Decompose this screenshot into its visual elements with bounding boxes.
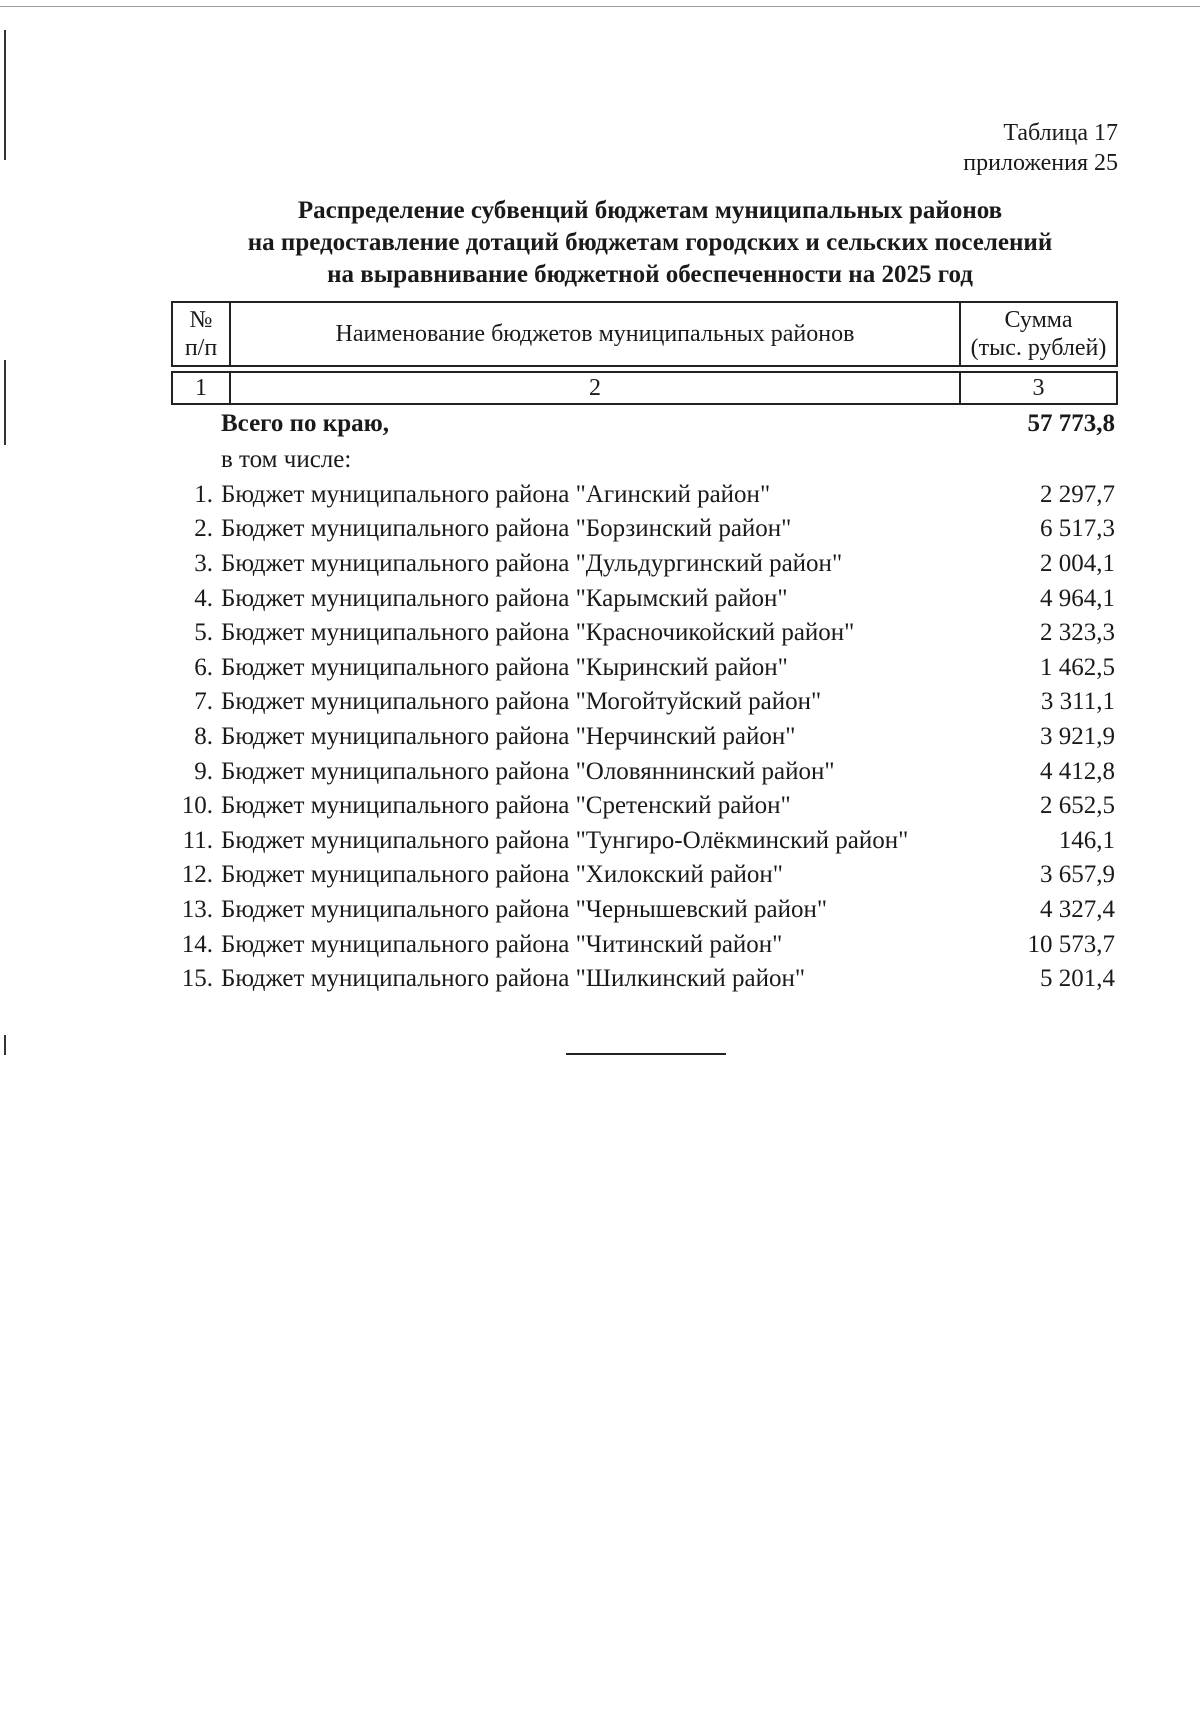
row-name: Бюджет муниципального района "Чернышевский район" xyxy=(221,896,828,924)
row-sum: 4 327,4 xyxy=(1040,896,1115,924)
scan-edge-mark xyxy=(4,1035,6,1055)
reference-appendix: приложения 25 xyxy=(963,150,1118,176)
table-row xyxy=(171,478,1118,513)
header-num xyxy=(172,302,230,366)
table-row xyxy=(171,858,1118,893)
table-row xyxy=(171,789,1118,824)
table-row xyxy=(171,893,1118,928)
table-row xyxy=(171,651,1118,686)
table-row xyxy=(171,927,1118,962)
row-name: Бюджет муниципального района "Борзинский район" xyxy=(221,515,792,543)
row-name: Бюджет муниципального района "Могойтуйский район" xyxy=(221,688,822,716)
row-name: Бюджет муниципального района "Сретенский район" xyxy=(221,792,791,820)
table-row xyxy=(171,962,1118,997)
row-number: 10. xyxy=(181,792,213,820)
row-number: 1. xyxy=(194,480,213,508)
row-name: Бюджет муниципального района "Дульдургинский район" xyxy=(221,550,843,578)
scan-edge-mark xyxy=(4,360,6,445)
column-number-3: 3 xyxy=(960,372,1117,404)
total-value: 57 773,8 xyxy=(1027,410,1115,437)
row-name: Бюджет муниципального района "Агинский район" xyxy=(221,480,771,508)
table-row xyxy=(171,754,1118,789)
scan-edge-top xyxy=(0,6,1200,7)
header-num-line2: п/п xyxy=(184,335,218,361)
row-number: 15. xyxy=(181,965,213,993)
row-sum: 4 412,8 xyxy=(1040,757,1115,785)
row-number: 6. xyxy=(194,653,213,681)
row-sum: 2 652,5 xyxy=(1040,792,1115,820)
row-sum: 2 004,1 xyxy=(1040,550,1115,578)
title-line-1: Распределение субвенций бюджетам муниципальных районов xyxy=(297,197,1003,224)
header-sum-line2: (тыс. рублей) xyxy=(970,335,1107,361)
row-sum: 4 964,1 xyxy=(1040,584,1115,612)
header-sum xyxy=(960,302,1117,366)
title-line-3: на выравнивание бюджетной обеспеченности на 2025 год xyxy=(327,261,973,288)
row-sum: 5 201,4 xyxy=(1040,965,1115,993)
row-sum: 3 921,9 xyxy=(1040,723,1115,751)
row-name: Бюджет муниципального района "Оловяннинский район" xyxy=(221,757,835,785)
row-number: 2. xyxy=(194,515,213,543)
scan-edge-mark xyxy=(4,30,6,160)
row-name: Бюджет муниципального района "Красночикойский район" xyxy=(221,619,855,647)
row-name: Бюджет муниципального района "Кыринский район" xyxy=(221,653,788,681)
row-number: 13. xyxy=(181,896,213,924)
reference-table-number: Таблица 17 xyxy=(1003,120,1118,146)
row-number: 9. xyxy=(194,757,213,785)
row-name: Бюджет муниципального района "Нерчинский район" xyxy=(221,723,796,751)
row-number: 11. xyxy=(182,826,213,854)
column-number-2: 2 xyxy=(230,372,960,404)
row-sum: 6 517,3 xyxy=(1040,515,1115,543)
table-row xyxy=(171,685,1118,720)
row-sum: 2 297,7 xyxy=(1040,480,1115,508)
end-of-table-line xyxy=(566,1053,726,1055)
total-label: Всего по краю, xyxy=(221,410,389,437)
table-row xyxy=(171,720,1118,755)
row-name: Бюджет муниципального района "Хилокский район" xyxy=(221,861,784,889)
table-row xyxy=(171,581,1118,616)
including-label: в том числе: xyxy=(221,446,352,474)
including-row xyxy=(171,443,1118,478)
total-row xyxy=(171,405,1118,443)
document-title xyxy=(150,195,1150,291)
header-sum-line1: Сумма xyxy=(1004,307,1073,333)
row-sum: 2 323,3 xyxy=(1040,619,1115,647)
row-name: Бюджет муниципального района "Шилкинский район" xyxy=(221,965,806,993)
row-sum: 1 462,5 xyxy=(1040,653,1115,681)
table-body xyxy=(171,405,1118,997)
table-row xyxy=(171,616,1118,651)
table-row xyxy=(171,547,1118,582)
row-name: Бюджет муниципального района "Читинский район" xyxy=(221,930,783,958)
table-row xyxy=(171,512,1118,547)
header-num-line1: № xyxy=(189,307,213,333)
row-sum: 3 657,9 xyxy=(1040,861,1115,889)
row-number: 5. xyxy=(194,619,213,647)
column-number-1: 1 xyxy=(172,372,230,404)
row-number: 3. xyxy=(194,550,213,578)
column-number-row xyxy=(172,372,1117,404)
district-rows xyxy=(171,478,1118,997)
row-number: 7. xyxy=(194,688,213,716)
header-name: Наименование бюджетов муниципальных районов xyxy=(230,302,960,366)
table-header xyxy=(171,301,1118,405)
table-reference xyxy=(963,118,1118,178)
row-number: 8. xyxy=(194,723,213,751)
row-number: 4. xyxy=(194,584,213,612)
row-number: 12. xyxy=(181,861,213,889)
row-sum: 146,1 xyxy=(1058,826,1115,854)
row-number: 14. xyxy=(181,930,213,958)
table-row xyxy=(171,824,1118,859)
row-sum: 3 311,1 xyxy=(1040,688,1115,716)
row-name: Бюджет муниципального района "Тунгиро-Олёкминский район" xyxy=(221,826,909,854)
header-row xyxy=(172,302,1117,366)
row-sum: 10 573,7 xyxy=(1027,930,1115,958)
title-line-2: на предоставление дотаций бюджетам городских и сельских поселений xyxy=(247,229,1053,256)
row-name: Бюджет муниципального района "Карымский район" xyxy=(221,584,788,612)
